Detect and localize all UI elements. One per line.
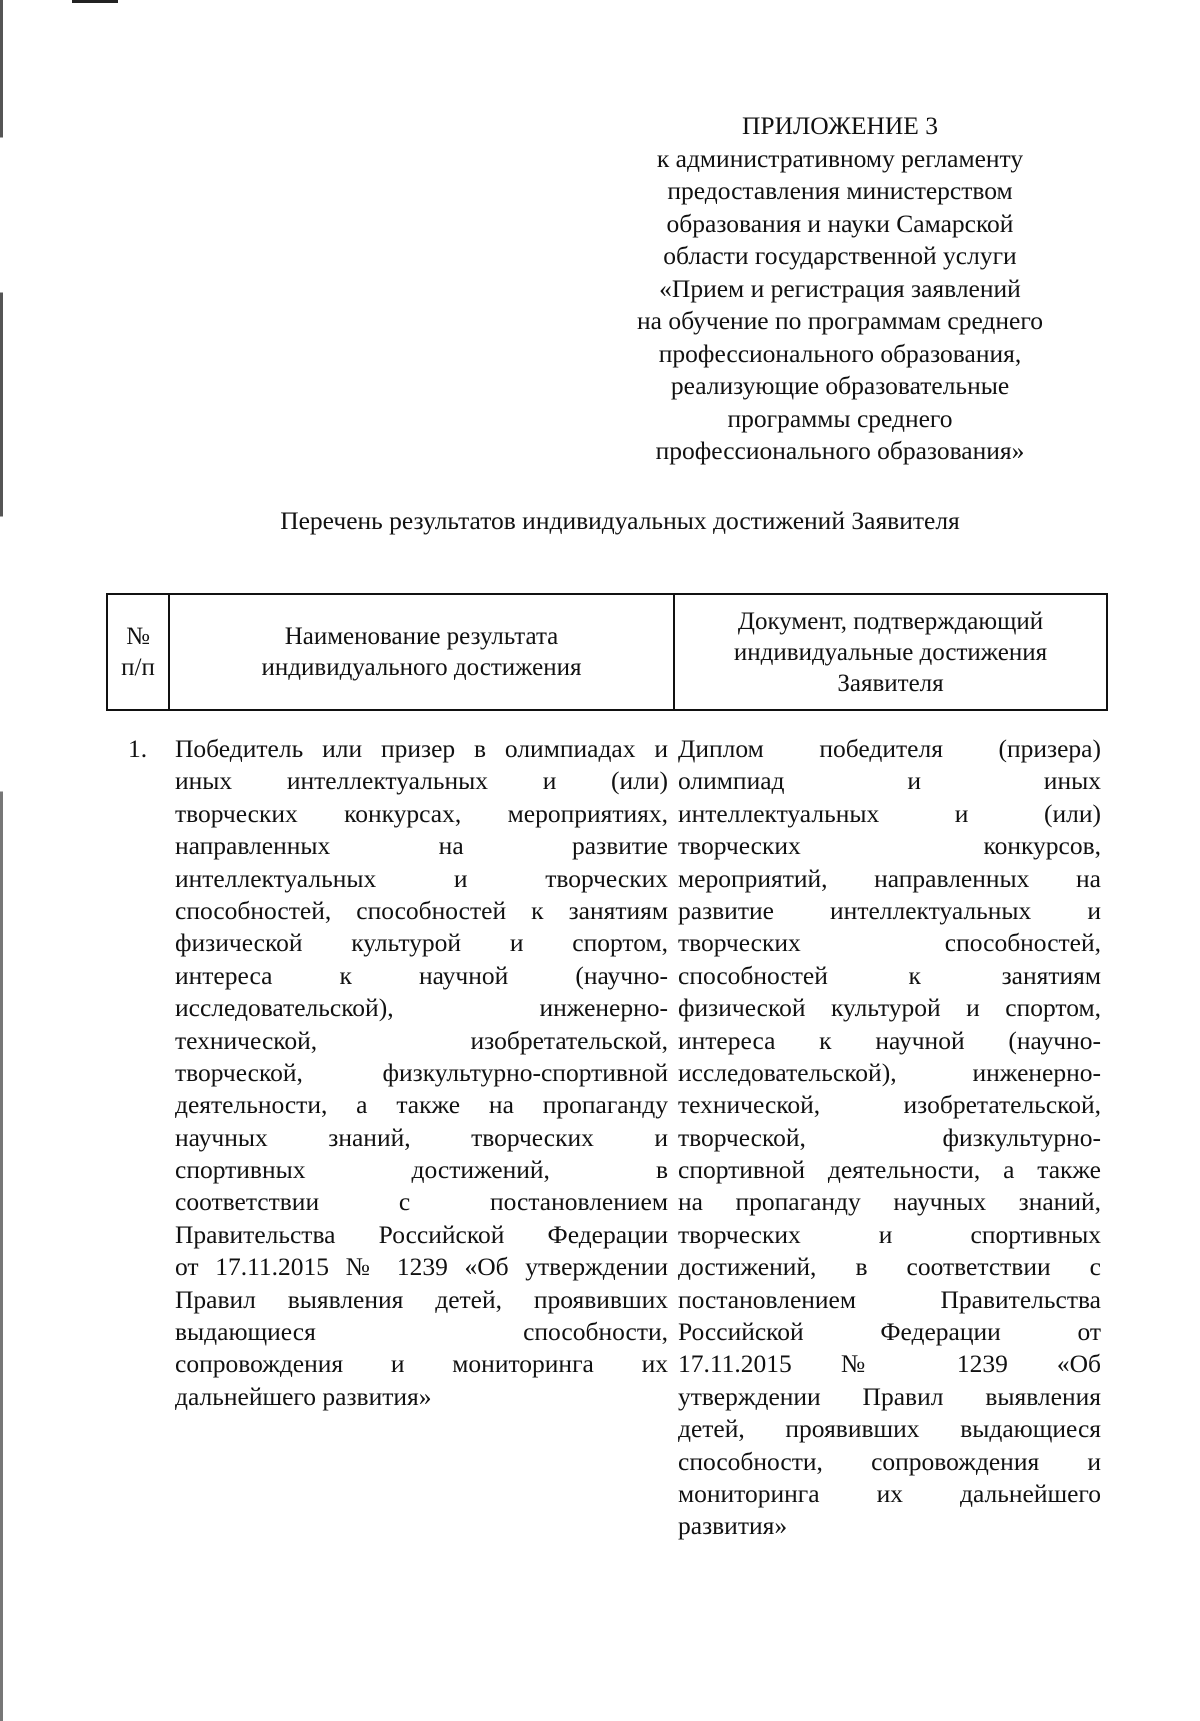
document-line: спортивной деятельности, а также: [678, 1155, 1101, 1185]
achievement-name-line: исследовательской), инженерно-: [175, 993, 668, 1023]
achievement-name-line: творческой, физкультурно-спортивной: [175, 1057, 668, 1087]
document-line: развития»: [678, 1511, 788, 1541]
achievement-name-line: физической культурой и спортом,: [175, 928, 668, 958]
achievement-name-line: спортивных достижений, в: [175, 1155, 668, 1185]
annex-line: реализующие образовательные: [670, 371, 1010, 400]
list-title: Перечень результатов индивидуальных достижений Заявителя: [280, 506, 960, 535]
header-document-line: Документ, подтверждающий: [737, 607, 1044, 635]
annex-title: ПРИЛОЖЕНИЕ 3: [741, 111, 939, 140]
document-line: творческих способностей,: [678, 928, 1101, 958]
achievement-name-line: интеллектуальных и творческих: [175, 863, 668, 893]
document-line: развитие интеллектуальных и: [678, 895, 1101, 925]
header-number-line: №: [126, 623, 150, 650]
achievement-name-line: соответствии с постановлением: [175, 1187, 668, 1217]
achievement-name-line: творческих конкурсах, мероприятиях,: [175, 798, 668, 828]
annex-line: предоставления министерством: [667, 176, 1013, 205]
achievement-name-line: сопровождения и мониторинга их: [175, 1349, 668, 1379]
achievement-name-line: Правил выявления детей, проявивших: [175, 1284, 668, 1314]
annex-header: [590, 110, 1090, 468]
annex-line: «Прием и регистрация заявлений: [659, 273, 1021, 303]
achievement-name-line: иных интеллектуальных и (или): [175, 766, 668, 796]
achievement-name-line: деятельности, а также на пропаганду: [175, 1090, 668, 1120]
annex-line: профессионального образования,: [658, 338, 1022, 368]
document-line: постановлением Правительства: [678, 1284, 1101, 1314]
achievement-name-line: Победитель или призер в олимпиадах и: [175, 734, 668, 763]
table-header: [106, 593, 1108, 711]
achievement-name-line: научных знаний, творческих и: [175, 1122, 668, 1152]
achievement-name-line: Правительства Российской Федерации: [175, 1219, 668, 1249]
document-line: Диплом победителя (призера): [678, 734, 1101, 763]
document-line: интеллектуальных и (или): [678, 798, 1101, 828]
document-cell: [678, 733, 1101, 1543]
achievement-name-line: выдающиеся способности,: [175, 1317, 668, 1347]
scan-edge-shadow: [0, 0, 3, 1721]
annex-line: области государственной услуги: [663, 241, 1017, 270]
annex-line: к административному регламенту: [656, 143, 1024, 173]
row-number: 1.: [128, 734, 148, 763]
document-line: технической, изобретательской,: [678, 1090, 1101, 1120]
document-line: способностей к занятиям: [678, 960, 1101, 990]
annex-line: на обучение по программам среднего: [637, 306, 1043, 335]
document-line: 17.11.2015 № 1239 «Об: [678, 1349, 1101, 1379]
header-document-line: индивидуальные достижения: [733, 638, 1048, 666]
header-document-line: Заявителя: [837, 669, 944, 697]
achievement-name-cell: [175, 733, 668, 1413]
header-number: [108, 595, 168, 709]
document-line: достижений, в соответствии с: [678, 1252, 1101, 1282]
document-line: олимпиад и иных: [678, 766, 1101, 796]
document-line: Российской Федерации от: [678, 1317, 1101, 1347]
annex-line: программы среднего: [727, 403, 953, 433]
header-name: [170, 595, 673, 709]
document-line: мероприятий, направленных на: [678, 863, 1101, 893]
header-name-line: индивидуального достижения: [261, 654, 582, 681]
achievement-name-line: интереса к научной (научно-: [175, 960, 668, 990]
document-line: физической культурой и спортом,: [678, 993, 1101, 1023]
achievement-name-line: технической, изобретательской,: [175, 1025, 668, 1055]
header-number-line: п/п: [121, 654, 155, 681]
achievement-name-line: от 17.11.2015 № 1239 «Об утверждении: [175, 1252, 668, 1282]
header-name-line: Наименование результата: [284, 623, 559, 650]
annex-line: образования и науки Самарской: [666, 208, 1014, 238]
header-document: [675, 595, 1106, 709]
document-line: способности, сопровождения и: [678, 1446, 1101, 1476]
document-line: творческих конкурсов,: [678, 831, 1101, 861]
document-line: мониторинга их дальнейшего: [678, 1478, 1101, 1508]
scan-top-mark: [72, 0, 118, 3]
document-line: интереса к научной (научно-: [678, 1025, 1101, 1055]
achievement-name-line: способностей, способностей к занятиям: [175, 895, 668, 925]
document-line: утверждении Правил выявления: [678, 1381, 1101, 1411]
annex-line: профессионального образования»: [655, 436, 1025, 465]
achievement-name-line: направленных на развитие: [175, 831, 668, 861]
document-line: исследовательской), инженерно-: [678, 1057, 1101, 1087]
document-line: творческой, физкультурно-: [678, 1122, 1101, 1152]
achievement-name-line: дальнейшего развития»: [175, 1381, 432, 1411]
document-line: творческих и спортивных: [678, 1219, 1101, 1249]
document-line: детей, проявивших выдающиеся: [678, 1414, 1101, 1444]
document-line: на пропаганду научных знаний,: [678, 1187, 1101, 1217]
